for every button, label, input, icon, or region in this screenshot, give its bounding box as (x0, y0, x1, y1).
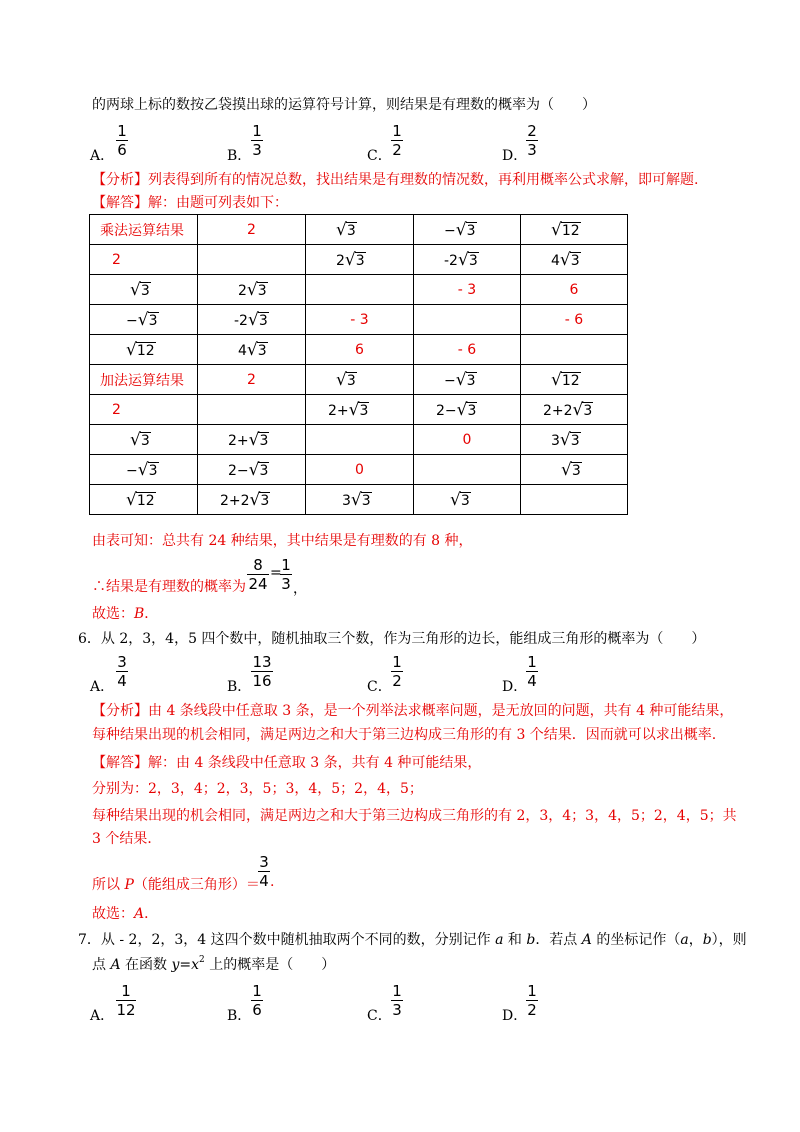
table-row: −√3 2−√3 0 √3 (90, 455, 628, 485)
q6-choice: 故选：A． (92, 906, 159, 922)
q5-analysis: 【分析】列表得到所有的情况总数，找出结果是有理数的情况数，再利用概率公式求解，即可解题. (92, 172, 699, 188)
table-row: √12 4√3 6 - 6 (90, 335, 628, 365)
q5-summary: 由表可知：总共有 24 种结果，其中结果是有理数的有 8 种， (92, 533, 473, 549)
q6-answer-3: 每种结果出现的机会相同，满足两边之和大于第三边构成三角形的有 2，3，4；3，4，5；2，4，5；共 (92, 808, 737, 824)
table-row: √3 2√3 - 3 6 (90, 275, 628, 305)
q6-result-frac: 3 4 (259, 853, 269, 890)
q6-result: 所以 P（能组成三角形）＝ (92, 877, 260, 893)
q6-answer-2: 分别为：2，3，4；2，3，5；3，4，5；2，4，5； (92, 781, 423, 797)
mul-header: 乘法运算结果 (90, 215, 198, 245)
q7-stem-1: 7．从 - 2，2，3，4 这四个数中随机抽取两个不同的数，分别记作 a 和 b．若点 A 的坐标记作（a，b），则 (78, 932, 747, 948)
table-row: 2 2√3 -2√3 4√3 (90, 245, 628, 275)
q6-answer-4: 3 个结果． (92, 831, 162, 847)
q5-prob-frac1: 8 24 (248, 556, 268, 593)
q6-analysis-1: 【分析】由 4 条线段中任意取 3 条，是一个列举法求概率问题，是无放回的问题，共有 4 种可能结果， (92, 703, 734, 719)
q5-prob-label: ∴结果是有理数的概率为 (92, 579, 246, 595)
table-row: 2 2+√3 2−√3 2+2√3 (90, 395, 628, 425)
q7-stem-2: 点 A 在函数 $y=x^2$ 上的概率是（ ） (92, 955, 336, 973)
operations-table (89, 214, 628, 515)
table-row: √3 2+√3 0 3√3 (90, 425, 628, 455)
q5-prob-frac2: 1 3 (281, 556, 291, 593)
table-row: 乘法运算结果 2 √3 −√3 √12 (90, 215, 628, 245)
q6-answer-1: 【解答】解：由 4 条线段中任意取 3 条，共有 4 种可能结果， (92, 755, 482, 771)
q5-stem-tail: 的两球上标的数按乙袋摸出球的运算符号计算，则结果是有理数的概率为（ ） (92, 97, 596, 113)
q6-analysis-2: 每种结果出现的机会相同，满足两边之和大于第三边构成三角形的有 3 个结果．因而就可以求出概率. (92, 727, 717, 743)
q6-stem: 6．从 2，3，4，5 四个数中，随机抽取三个数，作为三角形的边长，能组成三角形的概率为（ ） (78, 631, 706, 647)
q5-answer-intro: 【解答】解：由题可列表如下： (92, 195, 288, 211)
table-row: √12 2+2√3 3√3 √3 (90, 485, 628, 515)
table-row: −√3 -2√3 - 3 - 6 (90, 305, 628, 335)
q5-choice: 故选：B． (92, 606, 159, 622)
table-row: 加法运算结果 2 √3 −√3 √12 (90, 365, 628, 395)
add-header: 加法运算结果 (90, 365, 198, 395)
